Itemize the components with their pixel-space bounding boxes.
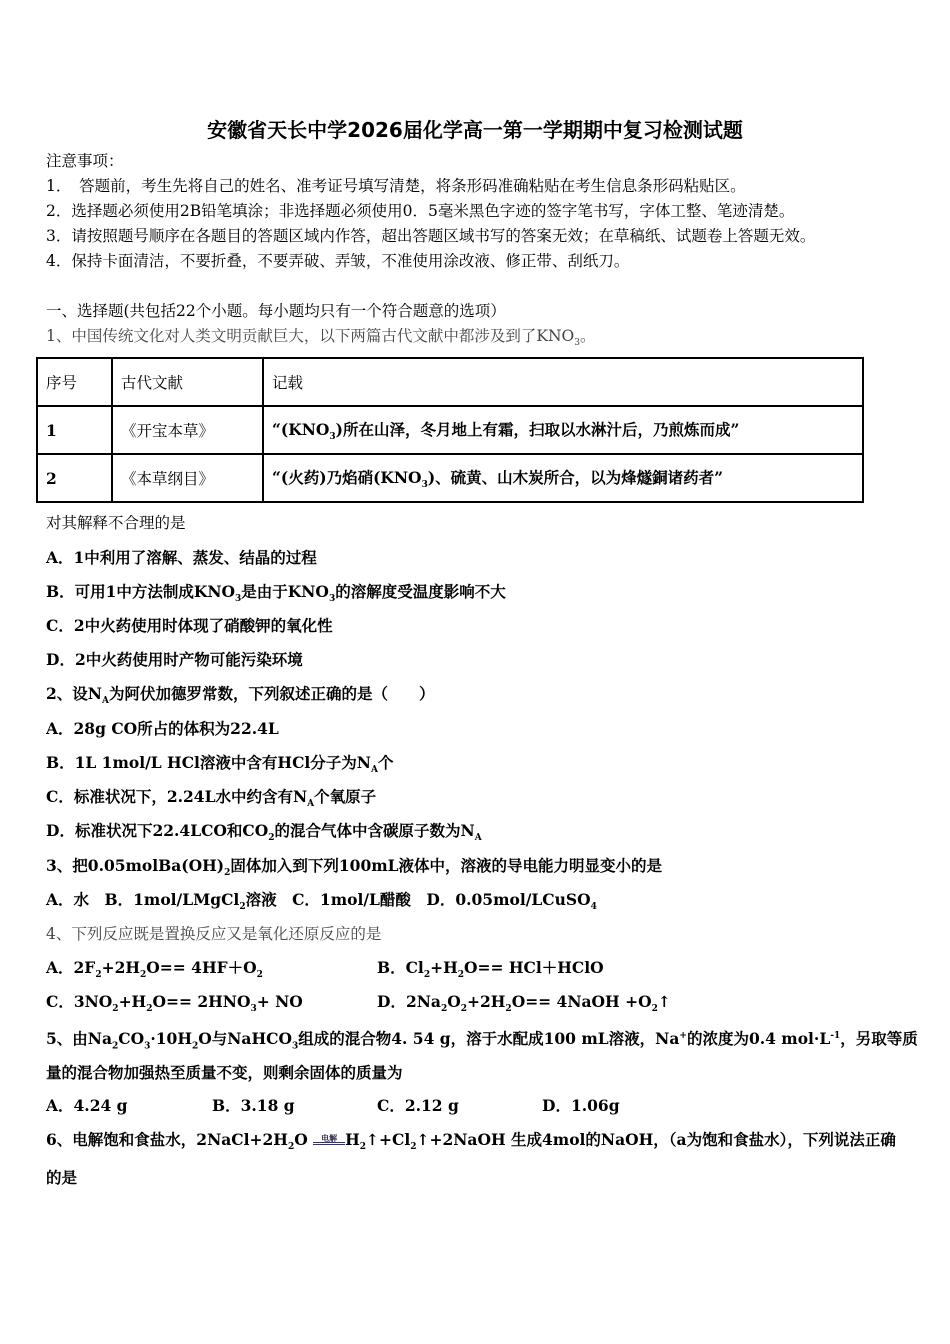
table-header: 古代文献 [112, 358, 263, 406]
option: A．$2F_2+2H_2O== 4HF+O_2$ [46, 958, 263, 981]
option: C．2.12 g [377, 1096, 459, 1115]
q1-table [36, 357, 864, 503]
option: A．28g CO所占的体积为22.4L [46, 719, 279, 738]
notice-item: 2．选择题必须使用2B铅笔填涂；非选择题必须使用0．5毫米黑色字迹的签字笔书写，字体工整、笔迹清楚。 [46, 202, 795, 220]
table-row [37, 406, 863, 454]
question-5-stem: 5、由$Na_2CO_3\cdot 10H_2O$与NaHCO$_3$组成的混合物4. 54 g，溶于水配成100 mL溶液，Na+的浓度为0.4 $mol\cdot L^{-1}$，另取等质 [46, 1029, 918, 1052]
option: B．1L 1mol/L HCl溶液中含有HCl分子为$N_A$个 [46, 753, 394, 776]
option: B．可用1中方法制成$KNO_3$是由于$KNO_3$的溶解度受温度影响不大 [46, 582, 506, 605]
options-line: A．水 B．1mol/LMgCl$_2$溶液 C．1mol/L醋酸 D．0.05mol/LCuSO$_4$ [46, 890, 597, 913]
question-5-stem-cont: 量的混合物加强热至质量不变，则剩余固体的质量为 [46, 1063, 403, 1082]
electrolysis-condition: 电解 [313, 1134, 345, 1145]
table-cell: 1 [37, 406, 112, 454]
equation-right: $H_2↑+Cl_2↑+2NaOH$ 生成4mol的NaOH，（a为饱和食盐水），下列说法正确 [345, 1130, 896, 1153]
notice-item: 3．请按照题号顺序在各题目的答题区域内作答，超出答题区域书写的答案无效；在草稿纸、试题卷上答题无效。 [46, 227, 816, 245]
equation-left: 6、电解饱和食盐水，$2NaCl+2H_2O$ [46, 1130, 314, 1153]
table-header-row [37, 358, 863, 406]
option: C．2中火药使用时体现了硝酸钾的氧化性 [46, 616, 333, 635]
table-header: 记载 [263, 358, 863, 406]
option: A．1中利用了溶解、蒸发、结晶的过程 [46, 548, 317, 567]
question-2-stem: 2、设$N_A$为阿伏加德罗常数，下列叙述正确的是（ ） [46, 684, 435, 707]
question-6-stem-cont: 的是 [46, 1168, 78, 1187]
table-cell: “$(KNO_3)$所在山泽，冬月地上有霜，扫取以水淋汁后，乃煎炼而成” [263, 406, 863, 454]
page-title: 安徽省天长中学2026届化学高一第一学期期中复习检测试题 [207, 118, 743, 142]
table-cell: 《开宝本草》 [112, 406, 263, 454]
option: B．$Cl_2+H_2O==$ HCl＋HClO [377, 958, 604, 981]
notice-item: 1． 答题前，考生先将自己的姓名、准考证号填写清楚，将条形码准确粘贴在考生信息条形码粘贴区。 [46, 177, 746, 195]
table-row [37, 454, 863, 502]
question-1-ask: 对其解释不合理的是 [46, 514, 186, 532]
table-header: 序号 [37, 358, 112, 406]
question-6-stem [46, 1130, 896, 1157]
option: B．3.18 g [212, 1096, 295, 1115]
section-heading: 一、选择题(共包括22个小题。每小题均只有一个符合题意的选项） [46, 302, 506, 320]
question-4-stem: 4、下列反应既是置换反应又是氧化还原反应的是 [46, 925, 382, 943]
option: D．$2Na_2O_2+2H_2O==$ 4NaOH $+O_2↑$ [377, 992, 671, 1015]
question-1-stem: 1、中国传统文化对人类文明贡献巨大，以下两篇古代文献中都涉及到了$KNO_3$。 [46, 327, 596, 349]
option: C．$3NO_2+H_2O== 2HNO_3+$ NO [46, 992, 303, 1015]
notice-item: 4．保持卡面清洁，不要折叠，不要弄破、弄皱，不准使用涂改液、修正带、刮纸刀。 [46, 252, 630, 270]
notice-heading: 注意事项： [46, 152, 124, 170]
option: D．2中火药使用时产物可能污染环境 [46, 650, 303, 669]
table-cell: “(火药)乃焰硝$(KNO_3)$、硫黄、山木炭所合，以为烽燧銅诸药者” [263, 454, 863, 502]
table-cell: 2 [37, 454, 112, 502]
option: C．标准状况下，2.24L水中约含有$N_A$个氧原子 [46, 787, 377, 810]
table-cell: 《本草纲目》 [112, 454, 263, 502]
option: D．1.06g [542, 1096, 620, 1115]
question-3-stem: 3、把$0.05molBa(OH)_2$固体加入到下列100mL液体中，溶液的导电能力明显变小的是 [46, 856, 663, 879]
option: D．标准状况下22.4LCO和$CO_2$的混合气体中含碳原子数为$N_A$ [46, 821, 482, 844]
option: A．4.24 g [46, 1096, 128, 1115]
